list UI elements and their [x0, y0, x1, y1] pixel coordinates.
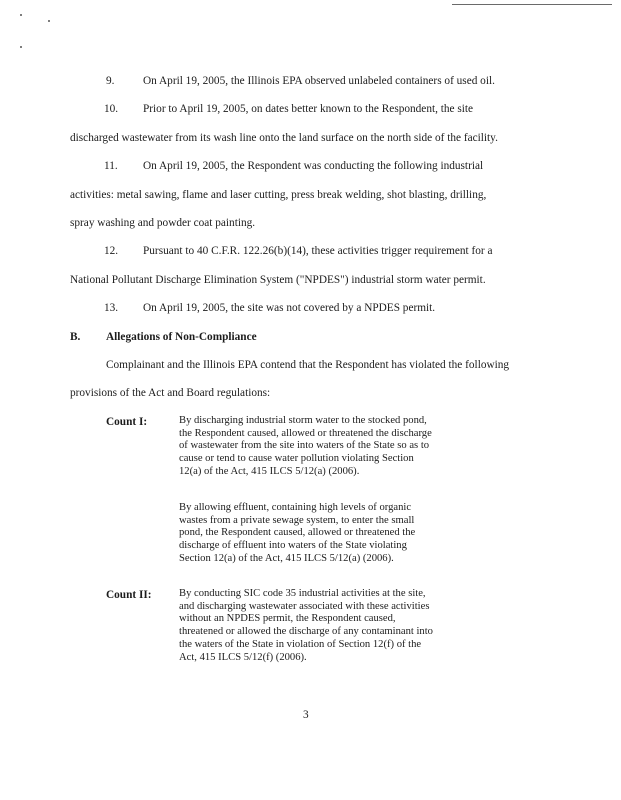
page-number: 3: [303, 709, 309, 721]
section-heading: Allegations of Non-Compliance: [106, 331, 257, 343]
allegation-line: By discharging industrial storm water to the stocked pond,: [179, 415, 427, 426]
allegation-line: cause or tend to cause water pollution violating Section: [179, 453, 414, 465]
allegation-line: and discharging wastewater associated with these activities: [179, 600, 430, 612]
scan-speck: [20, 14, 22, 16]
paragraph-text: spray washing and powder coat painting.: [70, 217, 256, 229]
paragraph-text: discharged wastewater from its wash line onto the land surface on the north side of the facility.: [70, 132, 498, 144]
scan-speck: [20, 46, 22, 48]
paragraph-number: 11.: [104, 160, 118, 172]
allegation-line: the Respondent caused, allowed or threatened the discharge: [179, 427, 432, 439]
count-allegation: [179, 502, 479, 566]
scan-speck: [48, 20, 50, 22]
allegation-line: Act, 415 ILCS 5/12(f) (2006).: [179, 651, 307, 663]
allegation-line: Section 12(a) of the Act, 415 ILCS 5/12(a) (2006).: [179, 552, 394, 564]
paragraph-number: 12.: [104, 245, 119, 257]
count-label: Count I:: [106, 416, 148, 428]
paragraph-text: Prior to April 19, 2005, on dates better known to the Respondent, the site: [143, 103, 474, 115]
paragraph-number: 9.: [106, 75, 115, 87]
allegation-line: pond, the Respondent caused, allowed or threatened the: [179, 527, 416, 539]
paragraph-text: National Pollutant Discharge Elimination System ("NPDES") industrial storm water permit.: [70, 274, 486, 286]
paragraph-text: activities: metal sawing, flame and laser cutting, press break welding, shot blasting, drilling,: [70, 189, 487, 201]
section-intro: Complainant and the Illinois EPA contend that the Respondent has violated the following: [106, 359, 510, 371]
top-rule: [452, 4, 612, 5]
allegation-line: By allowing effluent, containing high levels of organic: [179, 502, 412, 513]
paragraph-number: 13.: [104, 302, 119, 314]
paragraph-text: On April 19, 2005, the Illinois EPA observed unlabeled containers of used oil.: [143, 75, 495, 87]
allegation-line: wastes from a private sewage system, to enter the small: [179, 514, 415, 526]
allegation-line: without an NPDES permit, the Respondent caused,: [179, 613, 396, 625]
count-allegation: [179, 588, 479, 664]
section-letter: B.: [70, 331, 81, 343]
paragraph-text: On April 19, 2005, the Respondent was conducting the following industrial: [143, 160, 484, 172]
allegation-line: of wastewater from the site into waters of the State so as to: [179, 440, 430, 452]
allegation-line: discharge of effluent into waters of the State violating: [179, 540, 407, 552]
paragraph-text: On April 19, 2005, the site was not covered by a NPDES permit.: [143, 302, 436, 314]
paragraph-text: Pursuant to 40 C.F.R. 122.26(b)(14), these activities trigger requirement for a: [143, 245, 493, 257]
count-label: Count II:: [106, 589, 152, 601]
allegation-line: By conducting SIC code 35 industrial activities at the site,: [179, 588, 426, 599]
allegation-line: 12(a) of the Act, 415 ILCS 5/12(a) (2006).: [179, 465, 360, 477]
paragraph-number: 10.: [104, 103, 119, 115]
count-allegation: [179, 415, 479, 479]
allegation-line: the waters of the State in violation of Section 12(f) of the: [179, 638, 422, 650]
section-intro: provisions of the Act and Board regulations:: [70, 387, 271, 399]
allegation-line: threatened or allowed the discharge of any contaminant into: [179, 626, 433, 638]
